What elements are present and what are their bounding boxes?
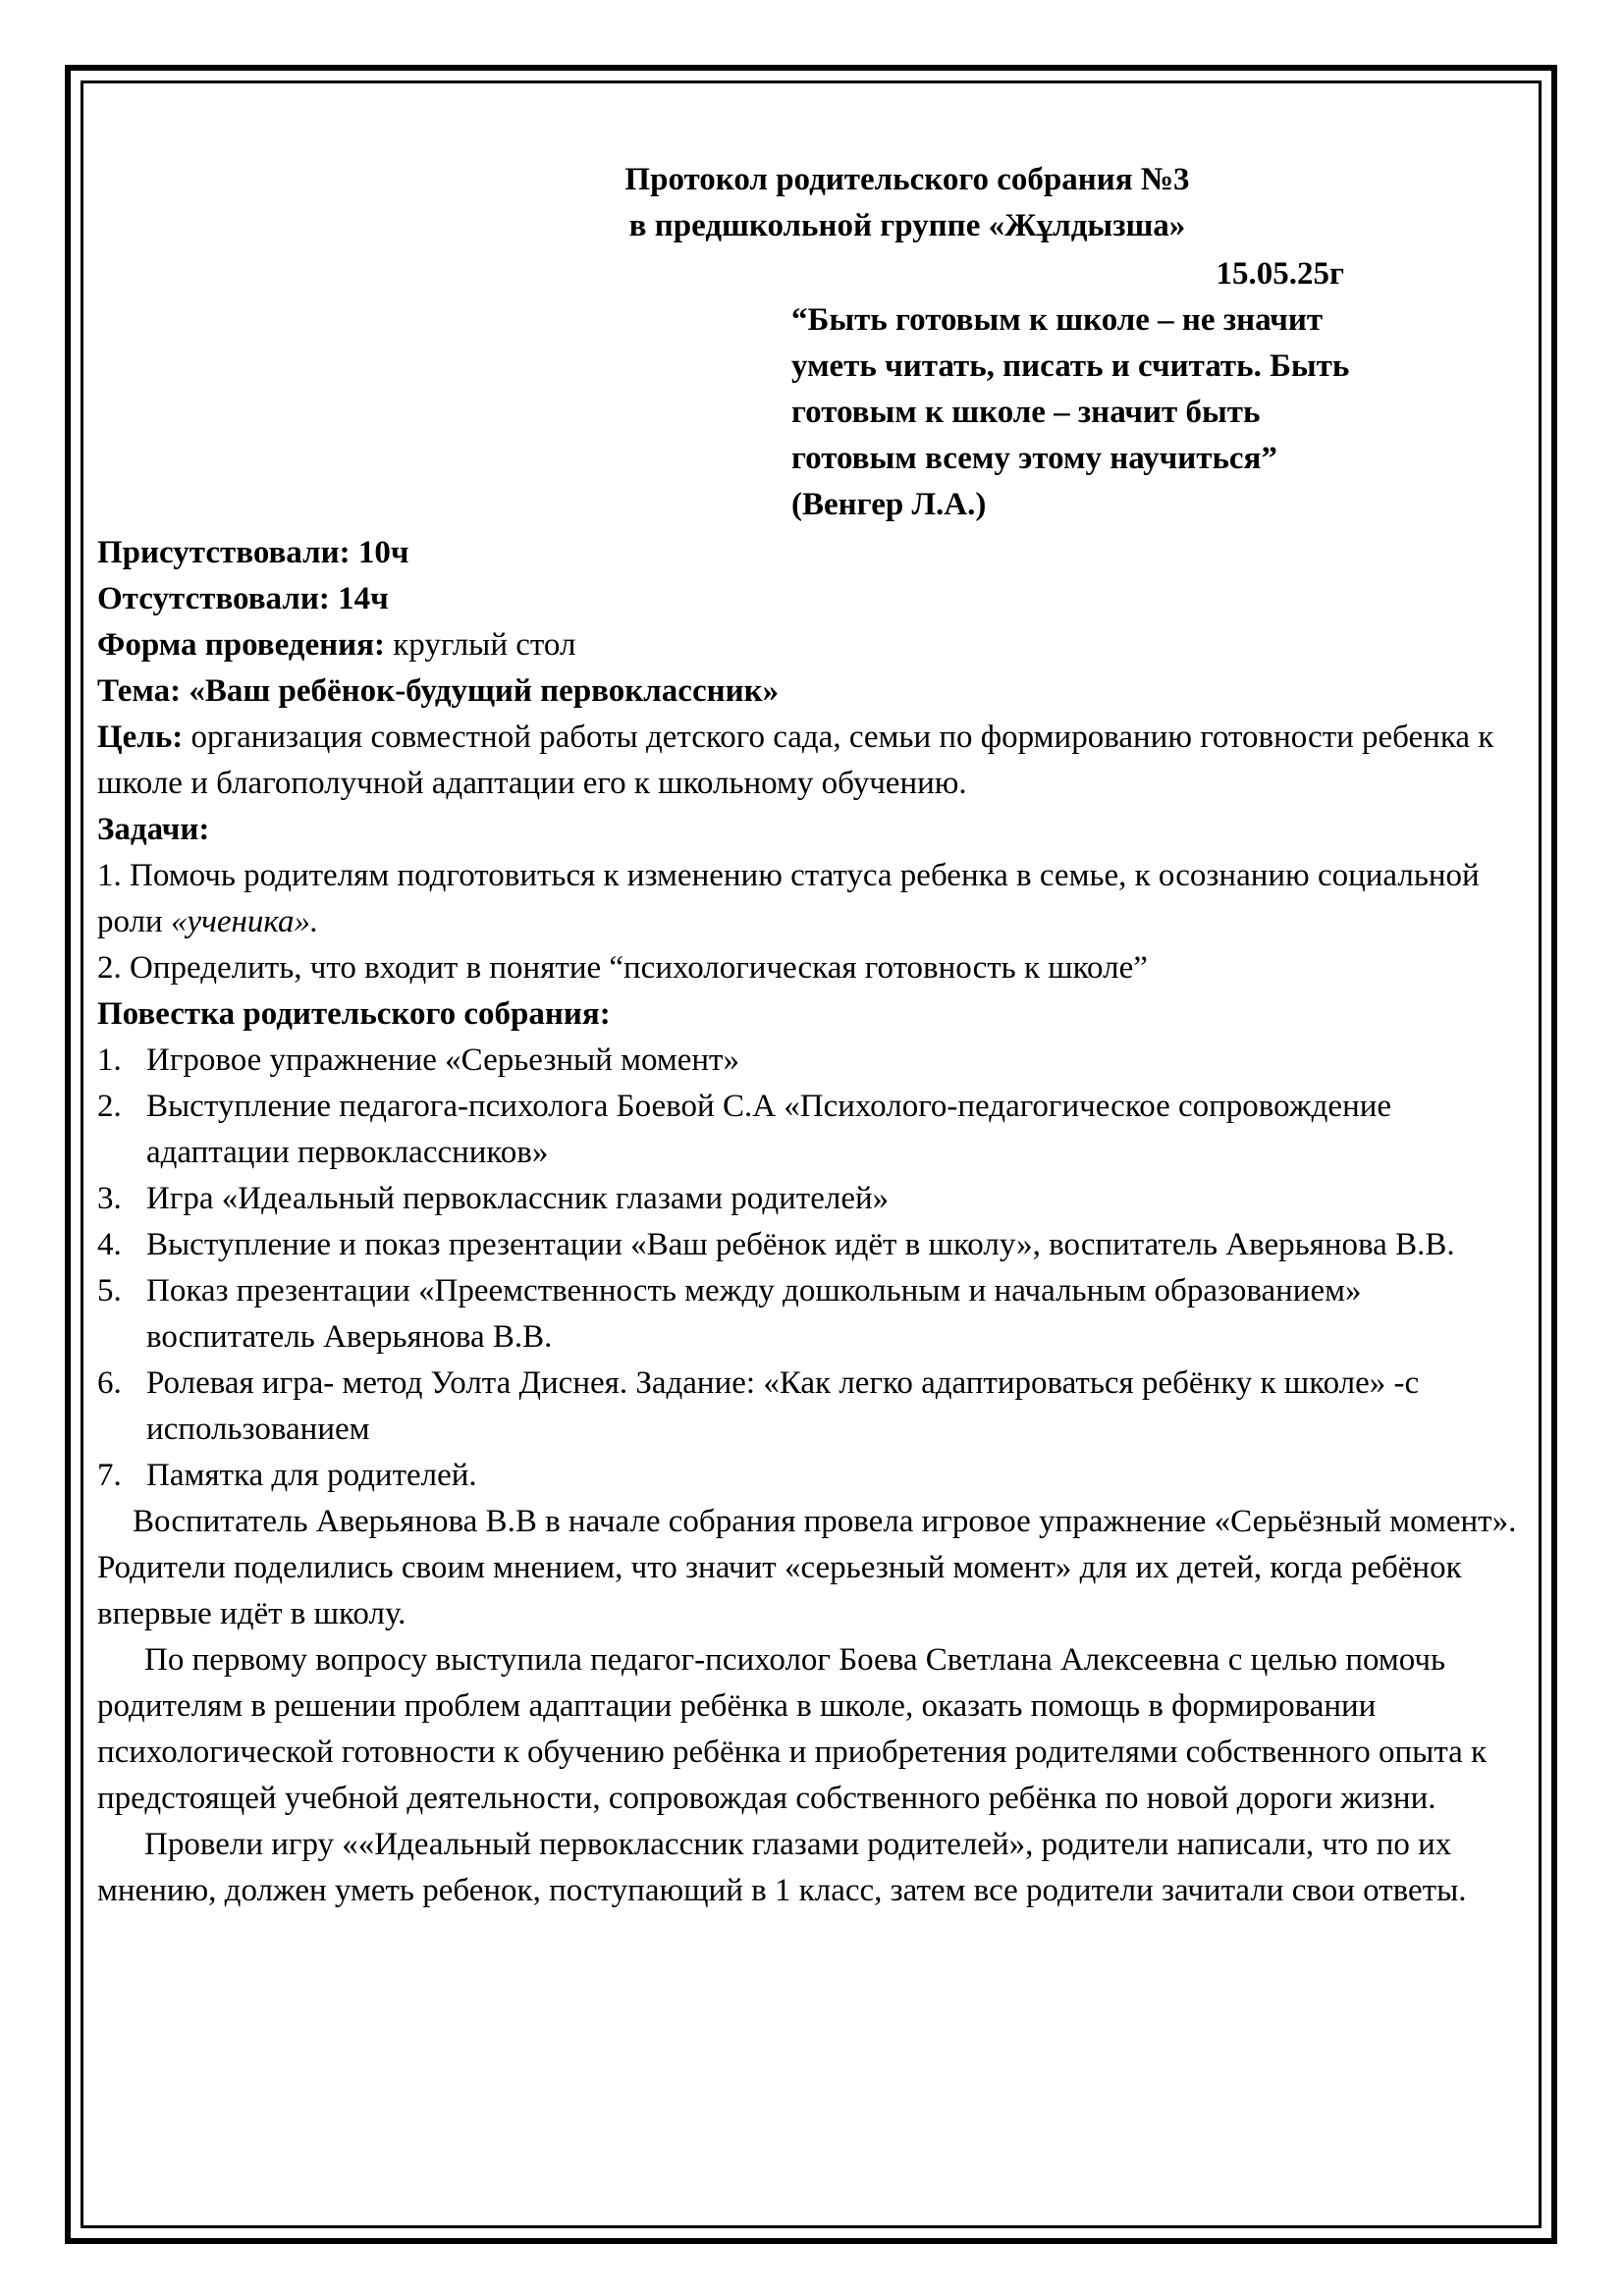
task-item	[97, 853, 1521, 945]
task-italic-text: «ученика».	[170, 904, 319, 939]
agenda-item-number: 4.	[97, 1227, 122, 1262]
goal-text: организация совместной работы детского сада, семьи по формированию готовности ребенка к школе и благополучной адаптации его к школьному обучению.	[97, 720, 1494, 801]
task-text: 1. Помочь родителям подготовиться к изменению статуса ребенка в семье, к осознанию социальной роли	[97, 858, 1480, 939]
meeting-date: 15.05.25г	[1216, 256, 1344, 292]
document-title	[97, 157, 1521, 249]
agenda-item-text: Ролевая игра- метод Уолта Диснея. Задание: «Как легко адаптироваться ребёнку к школе» -с использованием	[146, 1365, 1420, 1447]
agenda-item-text: Выступление и показ презентации «Ваш ребёнок идёт в школу», воспитатель Аверьянова В.В.	[146, 1227, 1455, 1262]
agenda-item-text: Игровое упражнение «Серьезный момент»	[146, 1042, 739, 1078]
attendance-present: Присутствовали: 10ч	[97, 535, 409, 570]
attendance-absent: Отсутствовали: 14ч	[97, 581, 389, 616]
meeting-topic: Тема: «Ваш ребёнок-будущий первоклассник»	[97, 673, 780, 709]
goal-label: Цель:	[97, 720, 184, 755]
epigraph-line: готовым к школе – значит быть	[791, 395, 1261, 430]
agenda-item-number: 3.	[97, 1181, 122, 1216]
meeting-form	[97, 622, 1521, 668]
agenda-item	[97, 1268, 1521, 1361]
title-line-2: в предшкольной группе «Жұлдызша»	[628, 208, 1186, 243]
agenda-item	[97, 1453, 1521, 1499]
meeting-goal	[97, 715, 1521, 807]
agenda-item-number: 6.	[97, 1365, 122, 1401]
paragraph: Воспитатель Аверьянова В.В в начале собрания провела игровое упражнение «Серьёзный момент». Родители поделились своим мнением, что значит «серьезный момент» для их детей, когда ребёнок впервые идёт в школу.	[97, 1504, 1517, 1631]
agenda-item-text: Выступление педагога-психолога Боевой С.А «Психолого-педагогическое сопровождение адаптации первоклассников»	[146, 1089, 1392, 1170]
paragraph: По первому вопросу выступила педагог-психолог Боева Светлана Алексеевна с целью помочь родителям в решении проблем адаптации ребёнка в школе, оказать помощь в формировании психологической готовности к обучению ребёнка и приобретения родителями собственного опыта к предстоящей учебной деятельности, сопровождая собственного ребёнка по новой дороги жизни.	[97, 1642, 1488, 1816]
agenda-item	[97, 1084, 1521, 1176]
epigraph-line: уметь читать, писать и считать. Быть	[791, 348, 1350, 384]
agenda-item	[97, 1176, 1521, 1222]
agenda-item-text: Памятка для родителей.	[146, 1458, 477, 1493]
agenda-item-text: Игра «Идеальный первоклассник глазами родителей»	[146, 1181, 890, 1216]
agenda-heading: Повестка родительского собрания:	[97, 996, 611, 1032]
agenda-item	[97, 1361, 1521, 1453]
agenda-item-number: 7.	[97, 1458, 122, 1493]
agenda-item	[97, 1038, 1521, 1084]
epigraph-line: “Быть готовым к школе – не значит	[791, 302, 1324, 338]
agenda-item-number: 1.	[97, 1042, 122, 1078]
agenda-item-number: 2.	[97, 1089, 122, 1124]
epigraph	[791, 297, 1521, 528]
agenda-list	[97, 1038, 1521, 1499]
tasks-heading: Задачи:	[97, 812, 210, 847]
form-label: Форма проведения:	[97, 627, 385, 663]
epigraph-line: готовым всему этому научиться”	[791, 441, 1277, 476]
task-item: 2. Определить, что входит в понятие “психологическая готовность к школе”	[97, 950, 1148, 986]
agenda-item-text: Показ презентации «Преемственность между дошкольным и начальным образованием» воспитатель Аверьянова В.В.	[146, 1273, 1362, 1355]
form-value: круглый стол	[385, 627, 576, 663]
title-line-1: Протокол родительского собрания №3	[624, 162, 1190, 197]
agenda-item-number: 5.	[97, 1273, 122, 1308]
document-page	[97, 157, 1521, 1914]
epigraph-author: (Венгер Л.А.)	[791, 487, 987, 522]
agenda-item	[97, 1222, 1521, 1268]
paragraph: Провели игру ««Идеальный первоклассник глазами родителей», родители написали, что по их мнению, должен уметь ребенок, поступающий в 1 класс, затем все родители зачитали свои ответы.	[97, 1827, 1467, 1908]
